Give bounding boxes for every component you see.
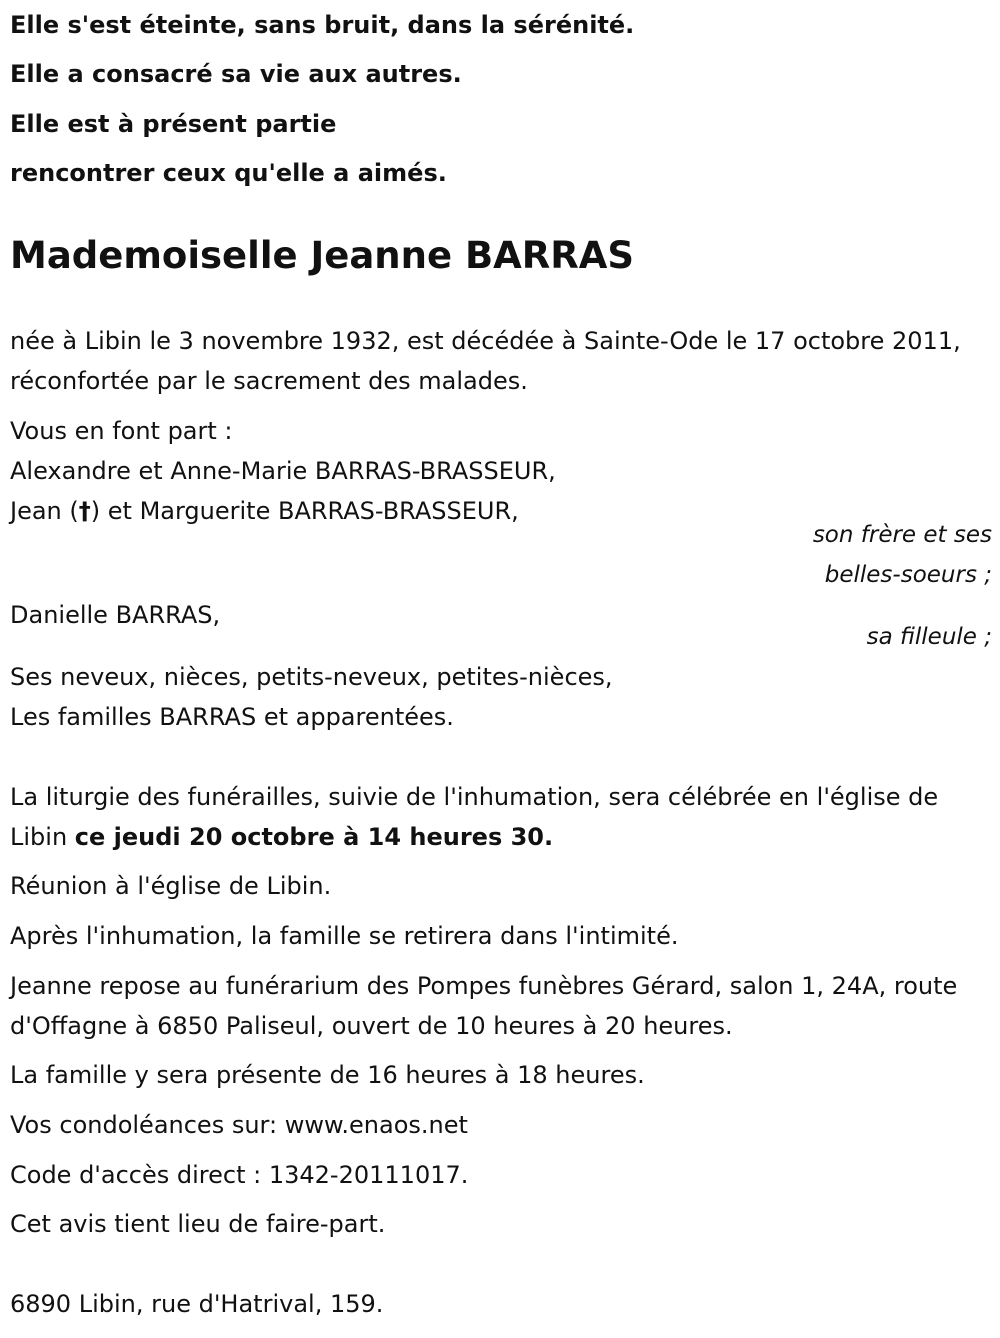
birth-death-paragraph: née à Libin le 3 novembre 1932, est décédée à Sainte-Ode le 17 octobre 2011, réconfortée par le sacrement des malades.: [10, 327, 961, 395]
family-line-2: [10, 491, 519, 531]
family-line-4: Ses neveux, nièces, petits-neveux, petites-nièces,: [10, 663, 613, 691]
family-line-1: Alexandre et Anne-Marie BARRAS-BRASSEUR,: [10, 457, 556, 485]
family-presence-line: La famille y sera présente de 16 heures à 18 heures.: [10, 1061, 645, 1089]
after-burial-line: Après l'inhumation, la famille se retirera dans l'intimité.: [10, 922, 679, 950]
meeting-line: Réunion à l'église de Libin.: [10, 872, 332, 900]
cross-icon: †: [78, 497, 91, 525]
access-code-line: Code d'accès direct : 1342-20111017.: [10, 1161, 469, 1189]
intro-line-4: rencontrer ceux qu'elle a aimés.: [10, 159, 447, 187]
family-line-2-end: ) et Marguerite BARRAS-BRASSEUR,: [90, 497, 519, 525]
announce-intro: Vous en font part :: [10, 417, 233, 445]
intro-line-2: Elle a consacré sa vie aux autres.: [10, 60, 462, 88]
intro-line-3: Elle est à présent partie: [10, 110, 337, 138]
family-line-3: Danielle BARRAS,: [10, 601, 221, 629]
notice-line: Cet avis tient lieu de faire-part.: [10, 1210, 386, 1238]
relation-brother-b: belles-soeurs ;: [824, 562, 992, 588]
intro-line-1: Elle s'est éteinte, sans bruit, dans la sérénité.: [10, 11, 635, 39]
liturgy-date: ce jeudi 20 octobre à 14 heures 30.: [74, 823, 554, 851]
liturgy-text: La liturgie des funérailles, suivie de l'inhumation, sera célébrée en l'église de Libin: [10, 783, 939, 851]
funerarium-paragraph: Jeanne repose au funérarium des Pompes funèbres Gérard, salon 1, 24A, route d'Offagne à 6850 Paliseul, ouvert de 10 heures à 20 heures.: [10, 972, 958, 1040]
address-line: 6890 Libin, rue d'Hatrival, 159.: [10, 1290, 384, 1318]
condolences-line: Vos condoléances sur: www.enaos.net: [10, 1111, 468, 1139]
relation-brother-a: son frère et ses: [812, 522, 992, 548]
family-line-5: Les familles BARRAS et apparentées.: [10, 703, 454, 731]
deceased-name: Mademoiselle Jeanne BARRAS: [10, 234, 635, 277]
relation-goddaughter: sa filleule ;: [866, 624, 992, 650]
liturgy-paragraph: [10, 777, 992, 857]
family-line-2-start: Jean (: [10, 497, 79, 525]
